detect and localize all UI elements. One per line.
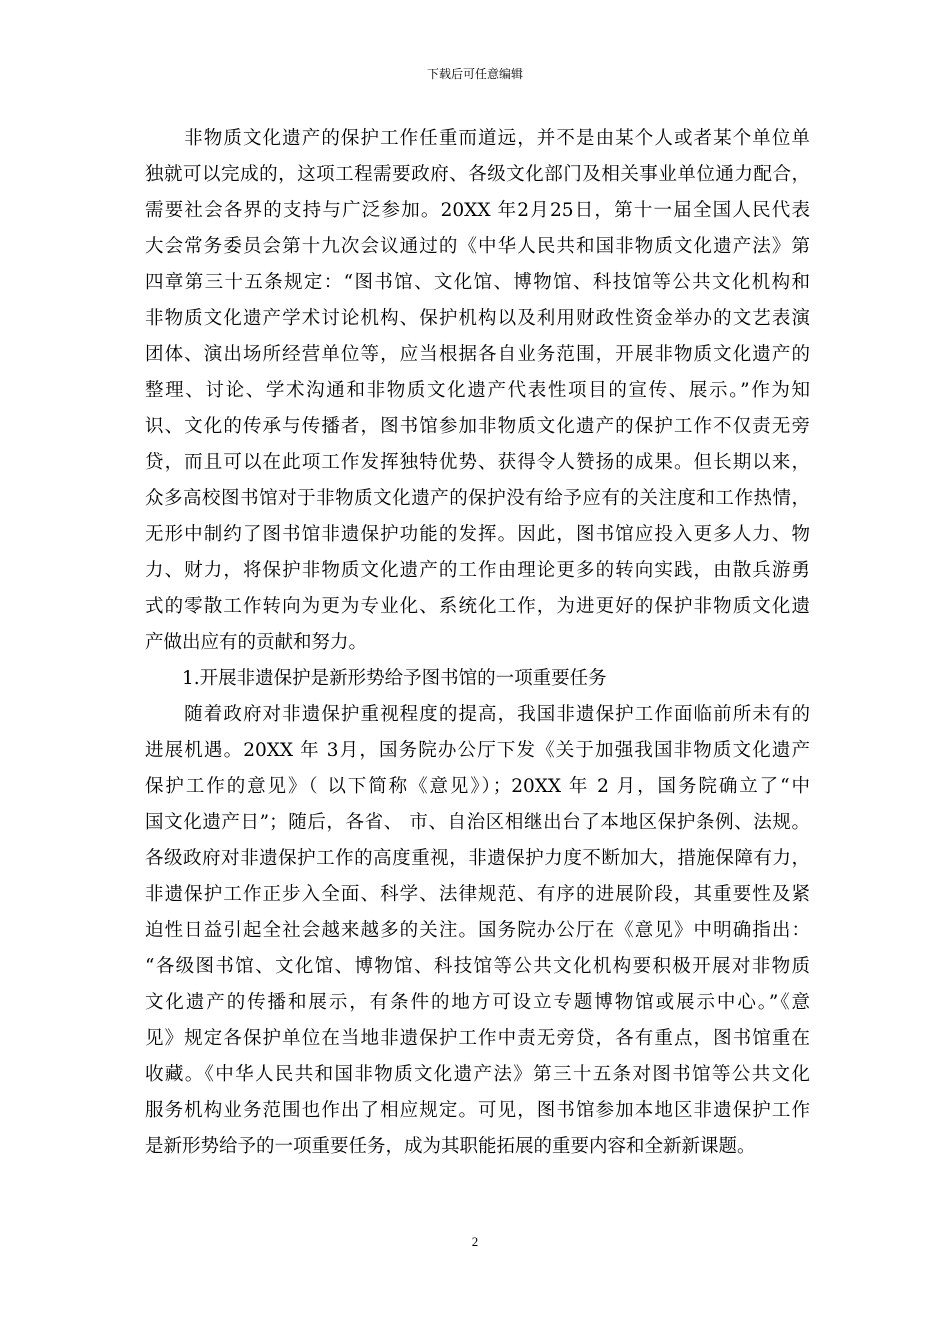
body-text-line: 是新形势给予的一项重要任务，成为其职能拓展的重要内容和全新新课题。 [145,1136,756,1157]
body-text-line: 文化遗产的传播和展示，有条件的地方可设立专题博物馆或展示中心。”《意 [145,992,810,1013]
body-text-line: 非物质文化遗产学术讨论机构、保护机构以及利用财政性资金举办的文艺表演 [145,308,810,329]
page-header: 下载后可任意编辑 [426,67,523,81]
body-text-line: 无形中制约了图书馆非遗保护功能的发挥。因此，图书馆应投入更多人力、物 [145,524,810,545]
body-text-line: 保护工作的意见》（ 以下简称《意见》）；20XX 年 2 月，国务院确立了“中 [145,776,810,797]
body-text-line: 力、财力，将保护非物质文化遗产的工作由理论更多的转向实践，由散兵游勇 [145,560,810,581]
body-text-line: 迫性日益引起全社会越来越多的关注。国务院办公厅在《意见》中明确指出： [145,920,810,941]
section-heading: 1.开展非遗保护是新形势给予图书馆的一项重要任务 [145,668,607,689]
body-text-line: 识、文化的传承与传播者，图书馆参加非物质文化遗产的保护工作不仅责无旁 [145,416,810,437]
body-text-line: 非物质文化遗产的保护工作任重而道远，并不是由某个人或者某个单位单 [145,128,810,149]
body-text-line: 收藏。《中华人民共和国非物质文化遗产法》第三十五条对图书馆等公共文化 [145,1064,810,1085]
body-text-line: 式的零散工作转向为更为专业化、系统化工作，为进更好的保护非物质文化遗 [145,596,810,617]
body-text-line: 服务机构业务范围也作出了相应规定。可见，图书馆参加本地区非遗保护工作 [145,1100,810,1121]
body-text-line: 团体、演出场所经营单位等，应当根据各自业务范围，开展非物质文化遗产的 [145,344,810,365]
body-text-line: 需要社会各界的支持与广泛参加。20XX 年2月25日，第十一届全国人民代表 [145,200,810,221]
body-text-line: 国文化遗产日”；随后，各省、 市、自治区相继出台了本地区保护条例、法规。 [145,812,810,833]
body-text-line: 大会常务委员会第十九次会议通过的《中华人民共和国非物质文化遗产法》第 [145,236,810,257]
body-text-line: 各级政府对非遗保护工作的高度重视，非遗保护力度不断加大，措施保障有力， [145,848,810,869]
body-text-line: 随着政府对非遗保护重视程度的提高，我国非遗保护工作面临前所未有的 [145,704,810,725]
body-text-line: 独就可以完成的，这项工程需要政府、各级文化部门及相关事业单位通力配合， [145,164,810,185]
body-text-line: 进展机遇。20XX 年 3月，国务院办公厅下发《关于加强我国非物质文化遗产 [145,740,810,761]
body-text-line: 见》规定各保护单位在当地非遗保护工作中责无旁贷，各有重点，图书馆重在 [145,1028,810,1049]
body-text-line: 非遗保护工作正步入全面、科学、法律规范、有序的进展阶段，其重要性及紧 [145,884,810,905]
body-text-line: 四章第三十五条规定：“图书馆、文化馆、博物馆、科技馆等公共文化机构和 [145,272,810,293]
body-text-line: 产做出应有的贡献和努力。 [145,632,368,653]
body-text-line: 整理、讨论、学术沟通和非物质文化遗产代表性项目的宣传、展示。”作为知 [145,380,810,401]
body-text-line: 贷，而且可以在此项工作发挥独特优势、获得令人赞扬的成果。但长期以来， [145,452,810,473]
page-number: 2 [471,1234,479,1249]
body-text-line: “各级图书馆、文化馆、博物馆、科技馆等公共文化机构要积极开展对非物质 [145,956,810,977]
body-text-line: 众多高校图书馆对于非物质文化遗产的保护没有给予应有的关注度和工作热情， [145,488,810,509]
